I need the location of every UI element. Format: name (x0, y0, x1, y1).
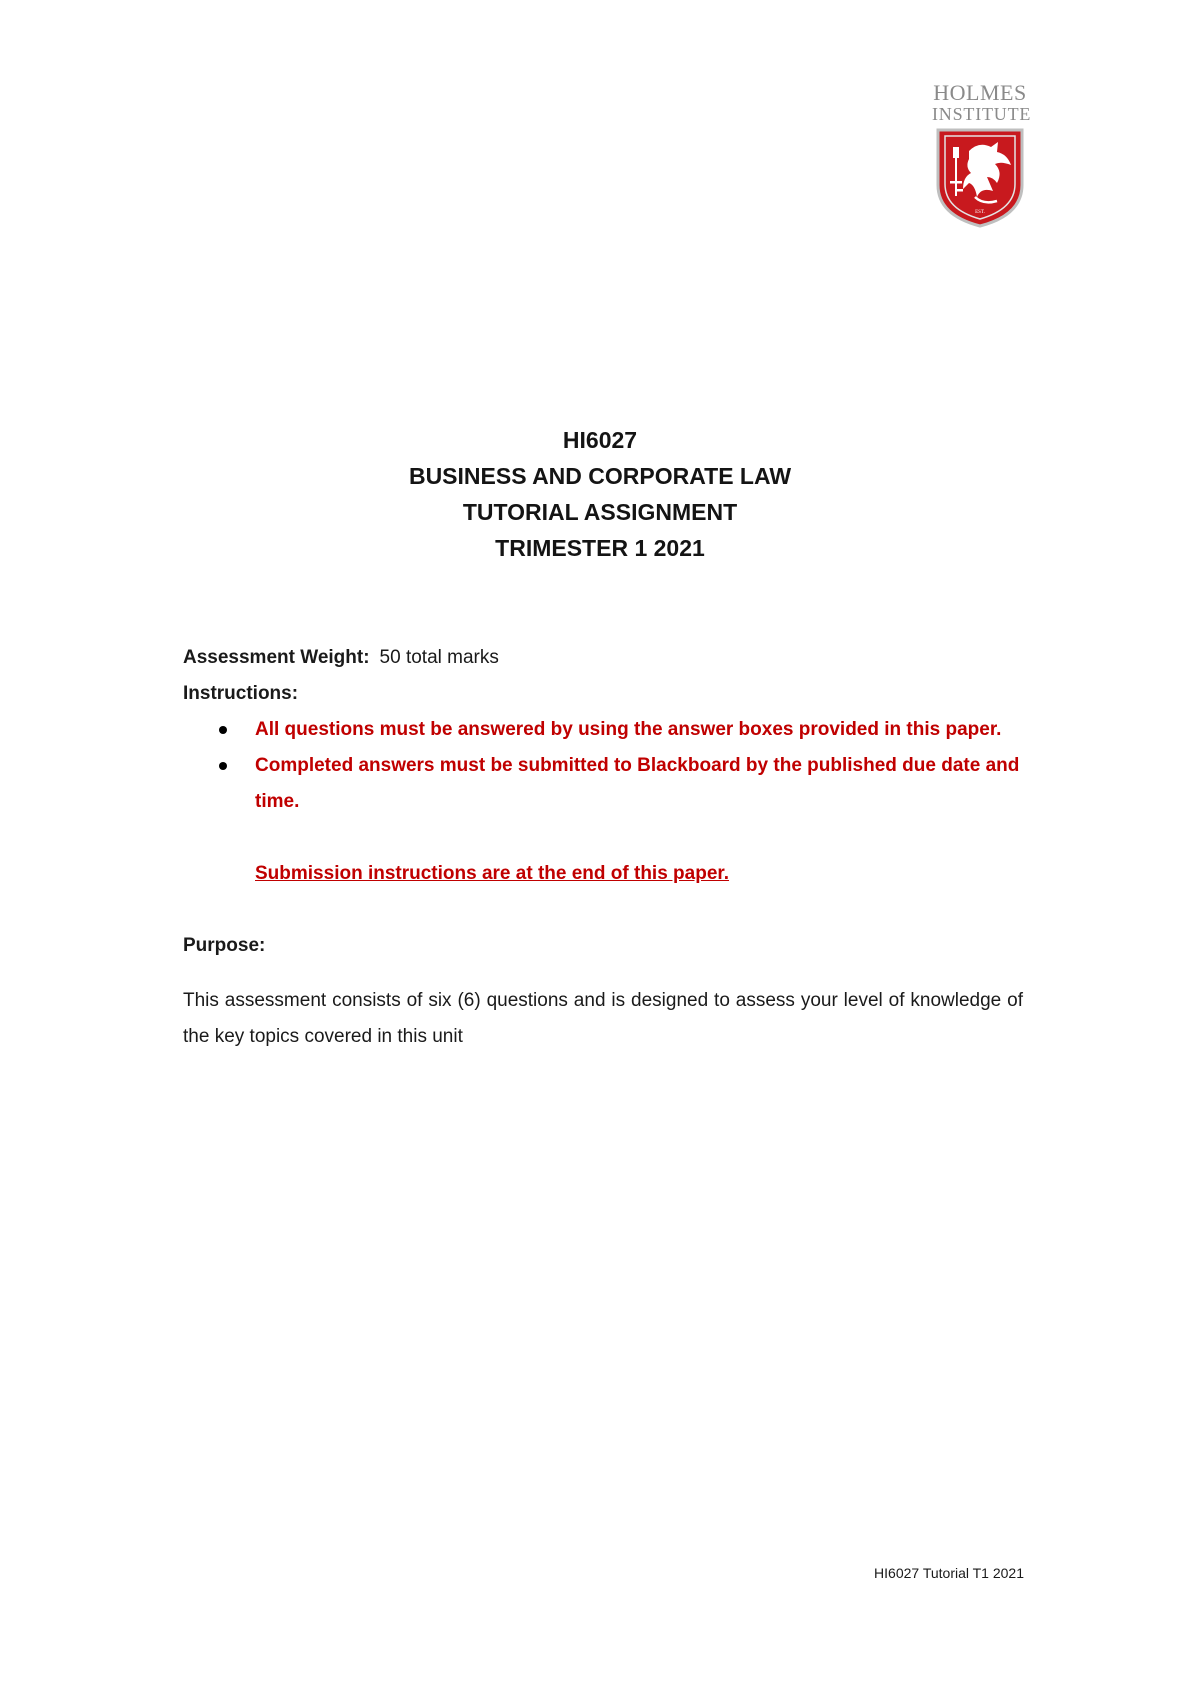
assessment-weight-value: 50 total marks (379, 647, 499, 668)
holmes-institute-logo (932, 80, 1032, 229)
griffin-shield-icon (935, 127, 1025, 229)
bullet-icon (219, 762, 227, 770)
svg-text:EST.: EST. (975, 210, 985, 215)
document-body (183, 640, 1023, 1055)
instructions-list (183, 712, 1023, 820)
bullet-icon (219, 726, 227, 734)
purpose-heading: Purpose: (183, 935, 266, 956)
assignment-type: TUTORIAL ASSIGNMENT (462, 499, 738, 525)
instruction-text: Completed answers must be submitted to Blackboard by the published due date and time. (255, 755, 1020, 812)
assessment-weight-row (183, 640, 1023, 676)
submission-note: Submission instructions are at the end of this paper. (255, 863, 730, 884)
instructions-heading: Instructions: (183, 683, 299, 704)
instruction-text: All questions must be answered by using the answer boxes provided in this paper. (255, 719, 1002, 740)
title-block (0, 422, 1200, 566)
logo-bottom-word: INSTITUTE (932, 104, 1032, 124)
assessment-weight-label: Assessment Weight: (183, 647, 370, 668)
purpose-text: This assessment consists of six (6) questions and is designed to assess your level of knowledge of the key topics covered in this unit (183, 990, 1023, 1047)
course-name: BUSINESS AND CORPORATE LAW (408, 463, 792, 489)
logo-top-word: HOLMES (933, 80, 1027, 105)
instruction-item (183, 712, 1023, 748)
course-code: HI6027 (562, 427, 638, 453)
trimester: TRIMESTER 1 2021 (495, 535, 705, 561)
page-footer: HI6027 Tutorial T1 2021 (874, 1565, 1024, 1581)
instruction-item (183, 748, 1023, 820)
